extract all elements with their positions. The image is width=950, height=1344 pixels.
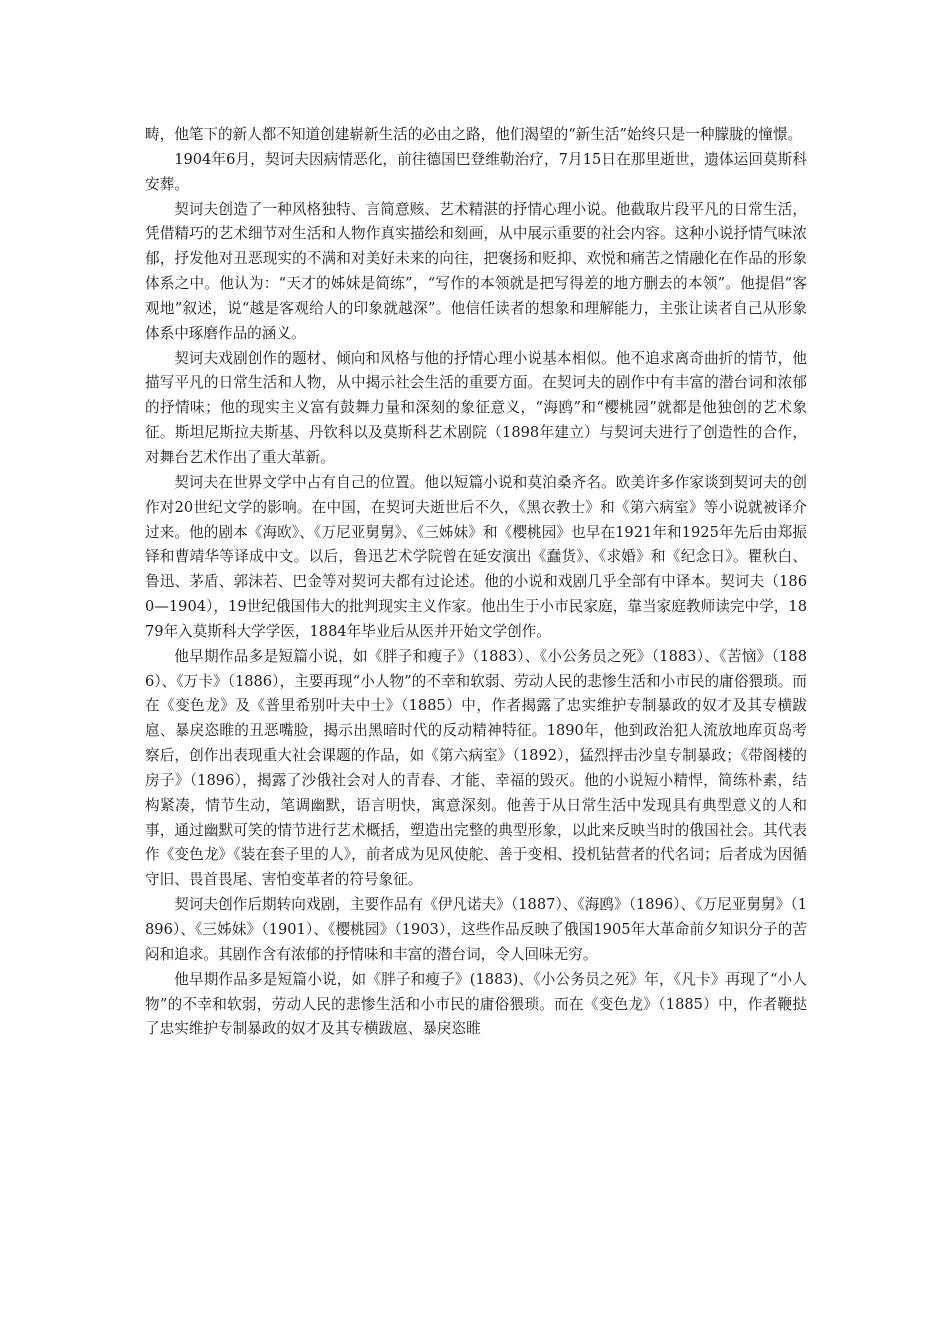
document-body — [145, 123, 807, 1042]
paragraph: 契诃夫创造了一种风格独特、言简意赅、艺术精湛的抒情心理小说。他截取片段平凡的日常生活，凭借精巧的艺术细节对生活和人物作真实描绘和刻画，从中展示重要的社会内容。这种小说抒情气味浓郁，抒发他对丑恶现实的不满和对美好未来的向往，把褒扬和贬抑、欢悦和痛苦之情融化在作品的形象体系之中。他认为：“天才的姊妹是简练”，“写作的本领就是把写得差的地方删去的本领”。他提倡“客观地”叙述，说“越是客观给人的印象就越深”。他信任读者的想象和理解能力，主张让读者自己从形象体系中琢磨作品的涵义。 — [145, 200, 807, 342]
paragraph: 契诃夫在世界文学中占有自己的位置。他以短篇小说和莫泊桑齐名。欧美许多作家谈到契诃夫的创作对20世纪文学的影响。在中国，在契诃夫逝世后不久，《黑衣教士》和《第六病室》等小说就被译介过来。他的剧本《海欧》、《万尼亚舅舅》、《三姊妹》和《樱桃园》也早在1921年和1925年先后由郑振铎和曹靖华等译成中文。以后，鲁迅艺术学院曾在延安演出《蠢货》、《求婚》和《纪念日》。瞿秋白、鲁迅、茅盾、郭沫若、巴金等对契诃夫都有过论述。他的小说和戏剧几乎全部有中译本。契诃夫（1860—1904），19世纪俄国伟大的批判现实主义作家。他出生于小市民家庭，靠当家庭教师读完中学，1879年入莫斯科大学学医，1884年毕业后从医并开始文学创作。 — [145, 473, 807, 640]
paragraph: 契诃夫戏剧创作的题材、倾向和风格与他的抒情心理小说基本相似。他不追求离奇曲折的情节，他描写平凡的日常生活和人物，从中揭示社会生活的重要方面。在契诃夫的剧作中有丰富的潜台词和浓郁的抒情味；他的现实主义富有鼓舞力量和深刻的象征意义，“海鸥”和“樱桃园”就都是他独创的艺术象征。斯坦尼斯拉夫斯基、丹钦科以及莫斯科艺术剧院（1898年建立）与契诃夫进行了创造性的合作，对舞台艺术作出了重大革新。 — [145, 349, 807, 466]
paragraph: 他早期作品多是短篇小说，如《胖子和瘦子》(1883)、《小公务员之死》年，《凡卡》再现了“小人物”的不幸和软弱，劳动人民的悲惨生活和小市民的庸俗猥琐。而在《变色龙》（1885）中，作者鞭挞了忠实维护专制暴政的奴才及其专横跋扈、暴戾恣睢 — [145, 970, 807, 1038]
paragraph: 1904年6月，契诃夫因病情恶化，前往德国巴登维勒治疗，7月15日在那里逝世，遗体运回莫斯科安葬。 — [145, 150, 807, 193]
paragraph: 他早期作品多是短篇小说，如《胖子和瘦子》（1883）、《小公务员之死》（1883）、《苦恼》（1886）、《万卡》（1886），主要再现“小人物”的不幸和软弱、劳动人民的悲惨生活和小市民的庸俗猥琐。而在《变色龙》及《普里希别叶夫中士》（1885）中，作者揭露了忠实维护专制暴政的奴才及其专横跋扈、暴戾恣睢的丑恶嘴脸，揭示出黑暗时代的反动精神特征。1890年，他到政治犯人流放地库页岛考察后，创作出表现重大社会课题的作品，如《第六病室》（1892），猛烈抨击沙皇专制暴政；《带阁楼的房子》（1896），揭露了沙俄社会对人的青春、才能、幸福的毁灭。他的小说短小精悍，简练朴素，结构紧凑，情节生动，笔调幽默，语言明快，寓意深刻。他善于从日常生活中发现具有典型意义的人和事，通过幽默可笑的情节进行艺术概括，塑造出完整的典型形象，以此来反映当时的俄国社会。其代表作《变色龙》《装在套子里的人》，前者成为见风使舵、善于变相、投机钻营者的代名词；后者成为因循守旧、畏首畏尾、害怕变革者的符号象征。 — [145, 647, 807, 889]
paragraph: 契诃夫创作后期转向戏剧，主要作品有《伊凡诺夫》（1887）、《海鸥》（1896）、《万尼亚舅舅》（1896）、《三姊妹》（1901）、《樱桃园》（1903），这些作品反映了俄国1905年大革命前夕知识分子的苦闷和追求。其剧作含有浓郁的抒情味和丰富的潜台词，令人回味无穷。 — [145, 896, 807, 963]
paragraph: 畴，他笔下的新人都不知道创建崭新生活的必由之路，他们渴望的“新生活”始终只是一种朦胧的憧憬。 — [145, 126, 803, 143]
